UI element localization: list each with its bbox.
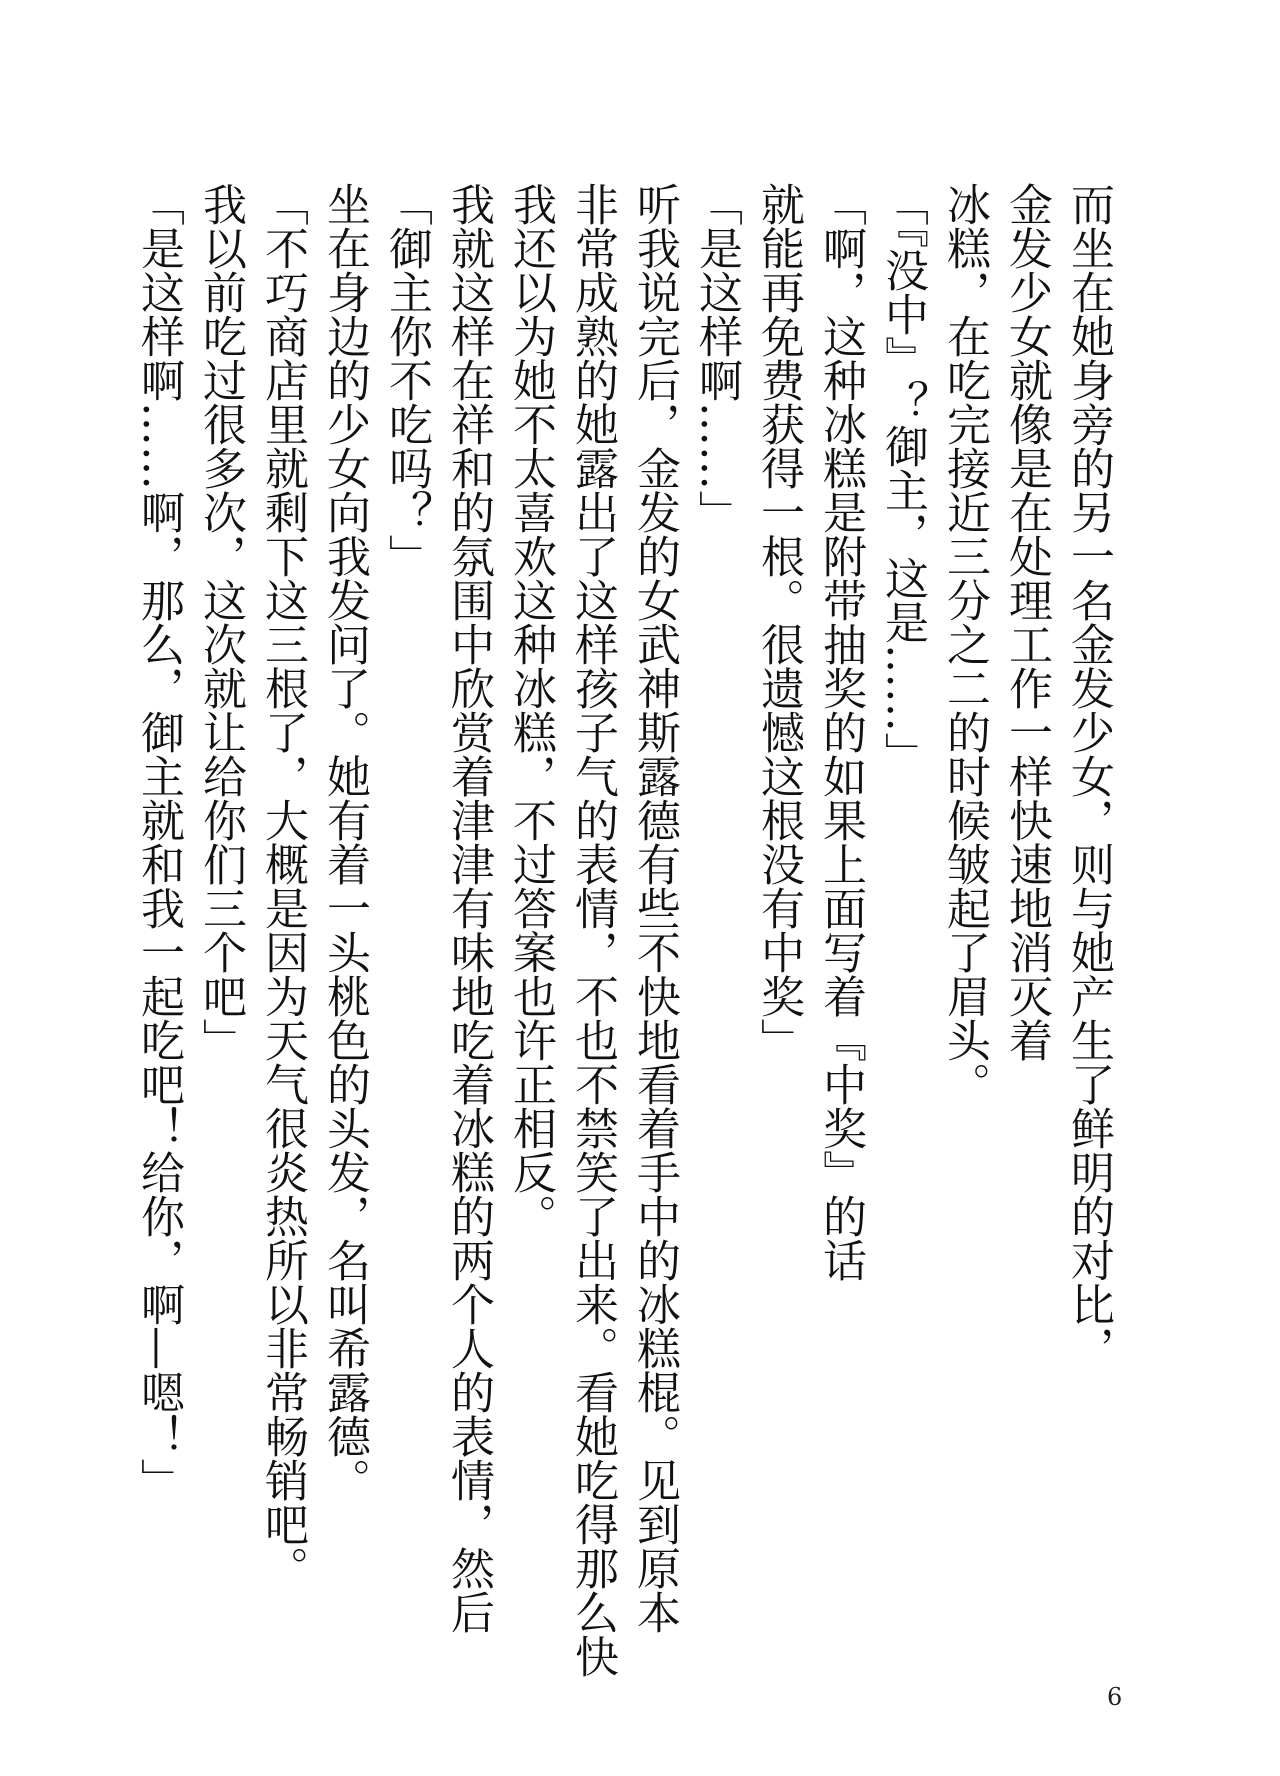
vertical-text-body	[127, 182, 1119, 1678]
text-line-3: 冰糕，在吃完接近三分之二的时候皱起了眉头。	[939, 182, 990, 1106]
text-line-2: 金发少女就像是在处理工作一样快速地消灭着	[1001, 182, 1052, 1062]
text-line-5: 「啊，这种冰糕是附带抽奖的如果上面写着『中奖』的话	[815, 182, 866, 1282]
text-line-8: 听我说完后，金发的女武神斯露德有些不快地看着手中的冰糕棍。见到原本	[629, 182, 680, 1634]
text-line-6: 就能再免费获得一根。很遗憾这根没有中奖」	[753, 182, 804, 1062]
text-line-13: 坐在身边的少女向我发问了。她有着一头桃色的头发，名叫希露德。	[319, 182, 370, 1502]
text-line-9: 非常成熟的她露出了这样孩子气的表情，不也不禁笑了出来。看她吃得那么快	[567, 182, 618, 1678]
page-number: 6	[1107, 1683, 1123, 1711]
text-line-12: 「御主你不吃吗？」	[381, 182, 432, 578]
text-line-4: 「『没中』？御主，这是……」	[877, 182, 928, 776]
text-line-16: 「是这样啊……啊，那么，御主就和我一起吃吧！给你，啊—嗯！」	[133, 182, 184, 1502]
text-line-7: 「是这样啊……」	[691, 182, 742, 534]
text-line-10: 我还以为她不太喜欢这种冰糕，不过答案也许正相反。	[505, 182, 556, 1238]
text-line-1: 而坐在她身旁的另一名金发少女，则与她产生了鲜明的对比，	[1063, 182, 1114, 1370]
text-line-14: 「不巧商店里就剩下这三根了，大概是因为天气很炎热所以非常畅销吧。	[257, 182, 308, 1590]
text-line-15: 我以前吃过很多次，这次就让给你们三个吧」	[195, 182, 246, 1062]
text-line-11: 我就这样在祥和的氛围中欣赏着津津有味地吃着冰糕的两个人的表情，然后	[443, 182, 494, 1634]
